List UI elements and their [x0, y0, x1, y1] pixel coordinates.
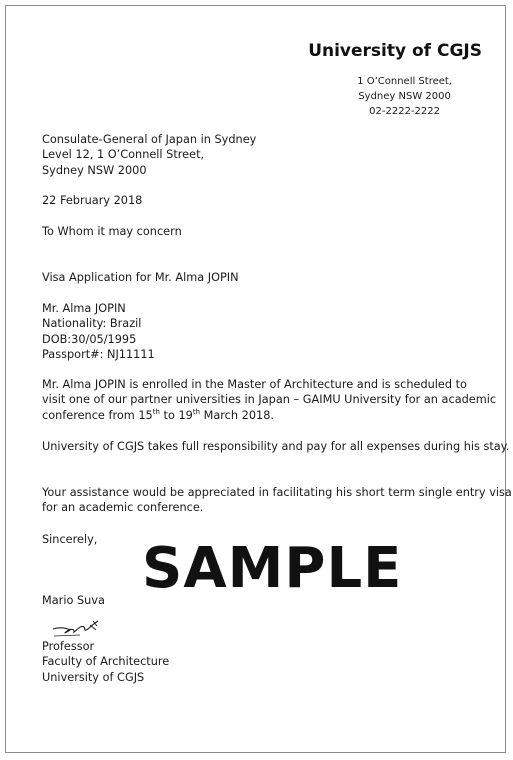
recipient-line: Sydney NSW 2000 — [42, 163, 147, 177]
body-text: to 19 — [159, 408, 193, 422]
ordinal-suffix: th — [192, 408, 201, 417]
sample-watermark: SAMPLE — [142, 536, 403, 601]
address-line: Sydney NSW 2000 — [358, 91, 451, 102]
body-text: March 2018. — [200, 408, 274, 422]
closing: Sincerely, — [42, 533, 98, 546]
signatory-name: Mario Suva — [42, 594, 105, 607]
body-line — [42, 408, 496, 423]
applicant-line: Nationality: Brazil — [42, 317, 142, 331]
recipient-line: Consulate-General of Japan in Sydney — [42, 133, 257, 146]
ordinal-suffix: th — [152, 408, 160, 417]
recipient-line: Level 12, 1 O’Connell Street, — [42, 148, 205, 162]
recipient-block — [42, 132, 256, 178]
signatory-title: University of CGJS — [42, 670, 145, 684]
signatory-details — [42, 639, 169, 685]
handwritten-signature — [50, 617, 102, 639]
university-name: University of CGJS — [308, 41, 482, 61]
body-line: visit one of our partner universities in Japan – GAIMU University for an academic — [42, 393, 497, 407]
subject-line: Visa Application for Mr. Alma JOPIN — [42, 271, 239, 284]
signatory-title: Faculty of Architecture — [42, 655, 170, 669]
salutation: To Whom it may concern — [42, 225, 182, 238]
body-text: conference from 15 — [42, 408, 153, 422]
signatory-title: Professor — [42, 640, 95, 653]
applicant-line: DOB:30/05/1995 — [42, 332, 137, 346]
applicant-line: Mr. Alma JOPIN — [42, 302, 126, 315]
body-line: for an academic conference. — [42, 501, 204, 515]
body-line: Mr. Alma JOPIN is enrolled in the Master of Architecture and is scheduled to — [42, 378, 467, 391]
letterhead-address — [357, 74, 452, 119]
applicant-details — [42, 301, 155, 363]
body-paragraph-2: University of CGJS takes full responsibility and pay for all expenses during his stay. — [42, 440, 510, 453]
address-line: 1 O’Connell Street, — [357, 76, 452, 87]
body-paragraph-1 — [42, 377, 496, 423]
letter-date: 22 February 2018 — [42, 194, 143, 207]
applicant-line: Passport#: NJ11111 — [42, 348, 155, 362]
body-paragraph-3 — [42, 485, 512, 516]
address-line: 02-2222-2222 — [369, 106, 440, 117]
body-line: Your assistance would be appreciated in facilitating his short term single entry visa — [42, 486, 512, 499]
